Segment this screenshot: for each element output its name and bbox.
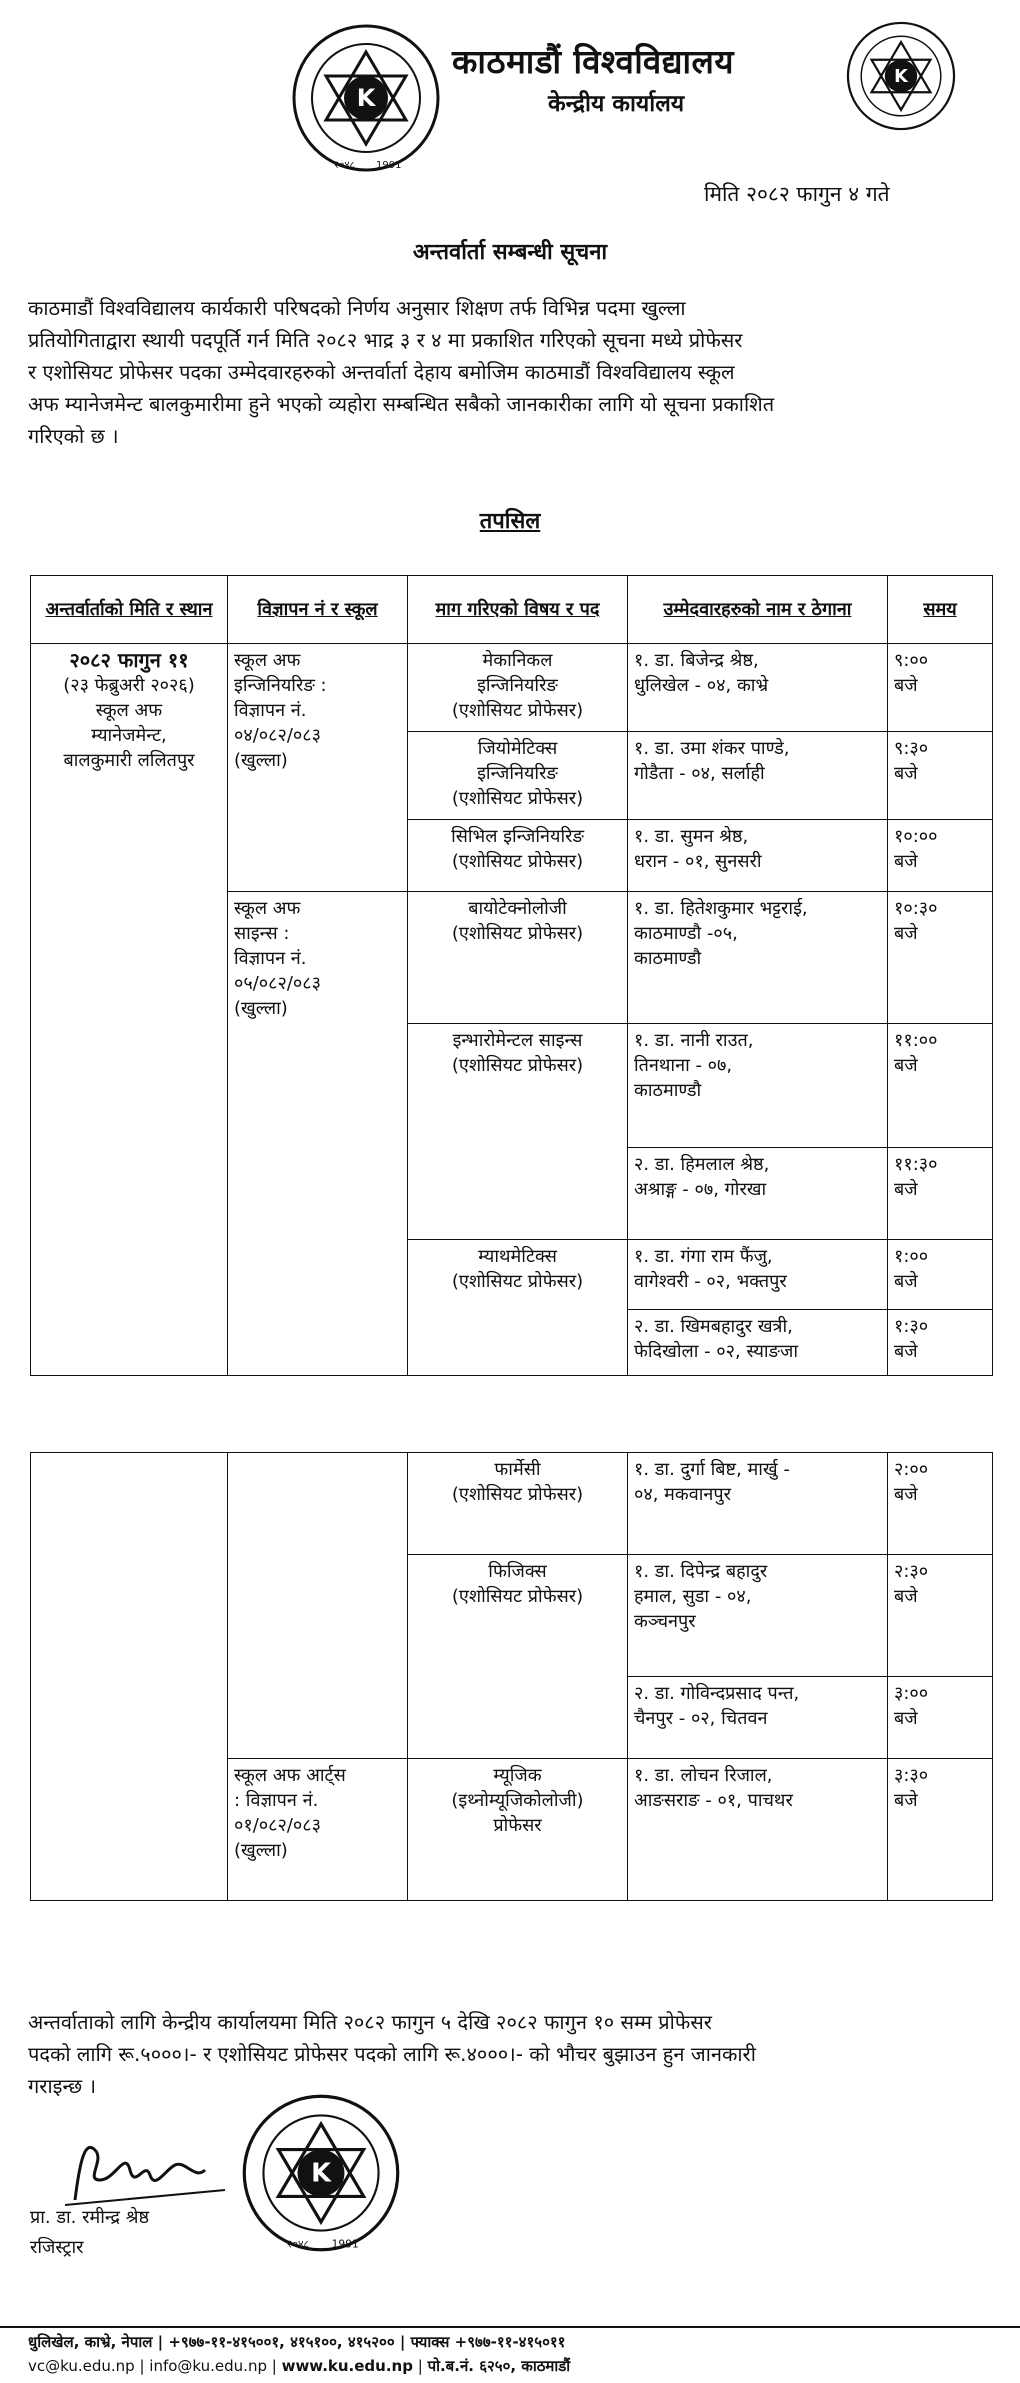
candidate-line: काठमाण्डौ -०५, (634, 923, 738, 944)
post-line: म्यूजिक (493, 1765, 542, 1786)
post-line: बायोटेक्नोलोजी (468, 898, 567, 919)
post-environmental-science (408, 1024, 628, 1240)
school-engineering (228, 644, 408, 892)
intro-line: काठमाडौं विश्वविद्यालय कार्यकारी परिषदको निर्णय अनुसार शिक्षण तर्फ विभिन्न पदमा खुल्ला (28, 296, 686, 320)
svg-text:1991: 1991 (331, 2237, 359, 2251)
time-unit: बजे (894, 923, 918, 944)
time-value: ३:३० (894, 1765, 929, 1786)
candidate-line: काठमाण्डौ (634, 948, 702, 969)
post-line: प्रोफेसर (493, 1815, 542, 1836)
candidate-cell (628, 1240, 888, 1310)
venue-cell-continued (31, 1453, 228, 1901)
website-link[interactable]: www.ku.edu.np (281, 2357, 413, 2375)
post-mathematics (408, 1240, 628, 1376)
svg-text:२०४८: २०४८ (334, 160, 355, 171)
candidate-cell (628, 1310, 888, 1376)
po-box: पो.ब.नं. ६२५०, काठमाडौं (427, 2357, 571, 2375)
time-value: १:०० (894, 1246, 929, 1267)
post-line: इन्जिनियरिङ (477, 763, 558, 784)
time-cell (888, 732, 993, 820)
candidate-line: चैनपुर - ०२, चितवन (634, 1708, 768, 1729)
contact-line-2 (28, 2356, 570, 2376)
school-line: स्कूल अफ (234, 650, 301, 671)
time-value: ९:०० (894, 650, 929, 671)
candidate-line: २. डा. हिमलाल श्रेष्ठ, (634, 1154, 770, 1175)
svg-text:२०४८: २०४८ (286, 2237, 310, 2251)
candidate-line: ०४, मकवानपुर (634, 1484, 731, 1505)
time-cell (888, 892, 993, 1024)
note-line: गराइन्छ । (28, 2074, 97, 2098)
post-physics (408, 1555, 628, 1759)
candidate-line: आङसराङ - ०१, पाचथर (634, 1790, 793, 1811)
time-unit: बजे (894, 1341, 918, 1362)
post-music (408, 1759, 628, 1901)
header-candidate: उम्मेदवारहरुको नाम र ठेगाना (628, 576, 888, 644)
school-line: विज्ञापन नं. (234, 700, 307, 721)
time-cell (888, 1024, 993, 1148)
post-line: (एशोसियट प्रोफेसर) (451, 1055, 584, 1076)
post-line: (एशोसियट प्रोफेसर) (451, 851, 584, 872)
candidate-cell (628, 892, 888, 1024)
time-unit: बजे (894, 675, 918, 696)
registrar-seal (240, 2092, 402, 2254)
svg-text:K: K (894, 66, 908, 87)
time-value: ९:३० (894, 738, 929, 759)
candidate-cell (628, 1677, 888, 1759)
time-value: ११:०० (894, 1030, 938, 1051)
time-unit: बजे (894, 763, 918, 784)
time-unit: बजे (894, 1055, 918, 1076)
fax: फ्याक्स +९७७-११-४१५०११ (410, 2333, 566, 2351)
candidate-line: वागेश्वरी - ०२, भक्तपुर (634, 1271, 787, 1292)
candidate-cell (628, 820, 888, 892)
school-line: स्कूल अफ (234, 898, 301, 919)
post-line: (इथ्नोम्यूजिकोलोजी) (451, 1790, 584, 1811)
table-header-row (31, 576, 993, 644)
venue-line: स्कूल अफ (95, 700, 163, 721)
candidate-line: कञ्चनपुर (634, 1611, 696, 1632)
intro-line: अफ म्यानेजमेन्ट बालकुमारीमा हुने भएको व्यहोरा सम्बन्धित सबैको जानकारीका लागि यो सूचना प्रकाशित (28, 392, 775, 416)
notice-date: मिति २०८२ फागुन ४ गते (704, 182, 890, 206)
candidate-line: गोडैता - ०४, सर्लाही (634, 763, 765, 784)
candidate-line: काठमाण्डौ (634, 1080, 702, 1101)
university-name: काठमाडौं विश्वविद्यालय (452, 42, 735, 81)
candidate-line: २. डा. खिमबहादुर खत्री, (634, 1316, 793, 1337)
school-line: स्कूल अफ आर्ट्स (234, 1765, 346, 1786)
header-time: समय (888, 576, 993, 644)
school-science (228, 892, 408, 1376)
school-line: ०४/०८२/०८३ (234, 725, 322, 746)
post-mechanical (408, 644, 628, 732)
school-line: ०५/०८२/०८३ (234, 973, 322, 994)
candidate-line: १. डा. लोचन रिजाल, (634, 1765, 773, 1786)
time-value: १:३० (894, 1316, 929, 1337)
note-line: अन्तर्वाताको लागि केन्द्रीय कार्यालयमा मिति २०८२ फागुन ५ देखि २०८२ फागुन १० सम्म प्रोफेसर (28, 2010, 712, 2034)
time-value: १०:०० (894, 826, 938, 847)
header-post: माग गरिएको विषय र पद (408, 576, 628, 644)
schedule-table-part-2 (30, 1452, 993, 1901)
email-vc[interactable]: vc@ku.edu.np (28, 2357, 135, 2375)
candidate-cell (628, 644, 888, 732)
school-line: इन्जिनियरिङ : (234, 675, 327, 696)
separator: | (139, 2357, 150, 2375)
candidate-line: १. डा. नानी राउत, (634, 1030, 754, 1051)
post-line: फार्मेसी (494, 1459, 541, 1480)
time-cell (888, 1677, 993, 1759)
interview-date-ad: (२३ फेब्रुअरी २०२६) (63, 675, 195, 696)
university-seal-left (290, 22, 442, 174)
time-unit: बजे (894, 1790, 918, 1811)
candidate-line: धुलिखेल - ०४, काभ्रे (634, 675, 769, 696)
time-cell (888, 644, 993, 732)
venue-cell (31, 644, 228, 1376)
time-cell (888, 820, 993, 892)
candidate-cell (628, 1148, 888, 1240)
venue-line: बालकुमारी ललितपुर (63, 750, 195, 771)
time-cell (888, 1453, 993, 1555)
time-cell (888, 1310, 993, 1376)
post-line: म्याथमेटिक्स (478, 1246, 557, 1267)
table-row (31, 1453, 993, 1555)
school-line: साइन्स : (234, 923, 290, 944)
candidate-cell (628, 1024, 888, 1148)
intro-line: र एशोसियट प्रोफेसर पदका उम्मेदवारहरुको अन्तर्वार्ता देहाय बमोजिम काठमाडौं विश्वविद्यालय स्कूल (28, 360, 735, 384)
post-line: मेकानिकल (482, 650, 553, 671)
time-unit: बजे (894, 1586, 918, 1607)
candidate-line: अश्राङ्ग - ०७, गोरखा (634, 1179, 767, 1200)
candidate-line: तिनथाना - ०७, (634, 1055, 733, 1076)
intro-line: गरिएको छ । (28, 424, 119, 448)
intro-line: प्रतियोगिताद्वारा स्थायी पदपूर्ति गर्न मिति २०८२ भाद्र ३ र ४ मा प्रकाशित गरिएको सूचना मध्ये प्रोफेसर (28, 328, 743, 352)
interview-date-bs: २०८२ फागुन ११ (69, 648, 189, 672)
email-info[interactable]: info@ku.edu.np (149, 2357, 267, 2375)
post-line: (एशोसियट प्रोफेसर) (451, 1271, 584, 1292)
candidate-line: २. डा. गोविन्दप्रसाद पन्त, (634, 1683, 800, 1704)
candidate-cell (628, 732, 888, 820)
time-unit: बजे (894, 1179, 918, 1200)
candidate-cell (628, 1555, 888, 1677)
address: धुलिखेल, काभ्रे, नेपाल (28, 2333, 153, 2351)
time-unit: बजे (894, 1271, 918, 1292)
table-row (31, 644, 993, 732)
note-line: पदको लागि रू.५०००।- र एशोसियट प्रोफेसर पदको लागि रू.४०००।- को भौचर बुझाउन हुन जानकारी (28, 2042, 756, 2066)
post-line: (एशोसियट प्रोफेसर) (451, 923, 584, 944)
candidate-line: धरान - ०१, सुनसरी (634, 851, 762, 872)
post-line: फिजिक्स (488, 1561, 547, 1582)
post-line: (एशोसियट प्रोफेसर) (451, 1586, 584, 1607)
voucher-note (28, 2006, 988, 2102)
post-geomatics (408, 732, 628, 820)
details-heading: तपसिल (479, 509, 541, 534)
time-cell (888, 1240, 993, 1310)
time-value: १०:३० (894, 898, 938, 919)
candidate-line: १. डा. दुर्गा बिष्ट, मार्खु - (634, 1459, 790, 1480)
school-line: विज्ञापन नं. (234, 948, 307, 969)
svg-text:K: K (311, 2158, 331, 2189)
registrar-title: रजिस्ट्रार (30, 2237, 84, 2258)
candidate-line: १. डा. दिपेन्द्र बहादुर (634, 1561, 768, 1582)
post-line: (एशोसियट प्रोफेसर) (451, 700, 584, 721)
post-biotechnology (408, 892, 628, 1024)
school-line: (खुल्ला) (234, 1840, 288, 1861)
post-civil (408, 820, 628, 892)
header-date: अन्तर्वार्ताको मिति र स्थान (31, 576, 228, 644)
venue-line: म्यानेजमेन्ट, (91, 725, 167, 746)
time-value: ११:३० (894, 1154, 938, 1175)
post-line: (एशोसियट प्रोफेसर) (451, 788, 584, 809)
footer-divider (0, 2326, 1020, 2328)
time-value: ३:०० (894, 1683, 929, 1704)
post-line: इन्भारोमेन्टल साइन्स (452, 1030, 583, 1051)
candidate-line: १. डा. हितेशकुमार भट्टराई, (634, 898, 808, 919)
candidate-line: हमाल, सुडा - ०४, (634, 1586, 752, 1607)
time-unit: बजे (894, 851, 918, 872)
svg-text:K: K (356, 84, 376, 112)
school-line: ०१/०८२/०८३ (234, 1815, 322, 1836)
post-line: सिभिल इन्जिनियरिङ (451, 826, 584, 847)
candidate-line: १. डा. बिजेन्द्र श्रेष्ठ, (634, 650, 759, 671)
time-value: २:३० (894, 1561, 929, 1582)
candidate-line: १. डा. सुमन श्रेष्ठ, (634, 826, 749, 847)
separator: | (399, 2333, 411, 2351)
phone: +९७७-११-४१५००१, ४१५१००, ४१५२०० (168, 2333, 395, 2351)
office-name: केन्द्रीय कार्यालय (548, 91, 685, 117)
school-arts (228, 1759, 408, 1901)
candidate-cell (628, 1453, 888, 1555)
notice-title: अन्तर्वार्ता सम्बन्धी सूचना (412, 240, 608, 265)
time-cell (888, 1759, 993, 1901)
school-cell-continued (228, 1453, 408, 1759)
post-line: इन्जिनियरिङ (477, 675, 558, 696)
schedule-table-part-1 (30, 575, 993, 1376)
header-ad: विज्ञापन नं र स्कूल (228, 576, 408, 644)
separator: | (417, 2357, 428, 2375)
candidate-line: फेदिखोला - ०२, स्याङजा (634, 1341, 799, 1362)
candidate-cell (628, 1759, 888, 1901)
university-seal-right (845, 20, 957, 132)
contact-line-1 (28, 2332, 566, 2352)
time-unit: बजे (894, 1708, 918, 1729)
notice-intro (28, 292, 988, 452)
registrar-name: प्रा. डा. रमीन्द्र श्रेष्ठ (30, 2207, 150, 2228)
school-line: : विज्ञापन नं. (234, 1790, 319, 1811)
time-cell (888, 1555, 993, 1677)
candidate-line: १. डा. गंगा राम फैंजु, (634, 1246, 773, 1267)
time-unit: बजे (894, 1484, 918, 1505)
svg-text:1991: 1991 (376, 160, 402, 171)
post-line: जियोमेटिक्स (477, 738, 558, 759)
separator: | (157, 2333, 169, 2351)
candidate-line: १. डा. उमा शंकर पाण्डे, (634, 738, 790, 759)
time-cell (888, 1148, 993, 1240)
post-line: (एशोसियट प्रोफेसर) (451, 1484, 584, 1505)
separator: | (271, 2357, 282, 2375)
school-line: (खुल्ला) (234, 998, 288, 1019)
post-pharmacy (408, 1453, 628, 1555)
time-value: २:०० (894, 1459, 929, 1480)
school-line: (खुल्ला) (234, 750, 288, 771)
